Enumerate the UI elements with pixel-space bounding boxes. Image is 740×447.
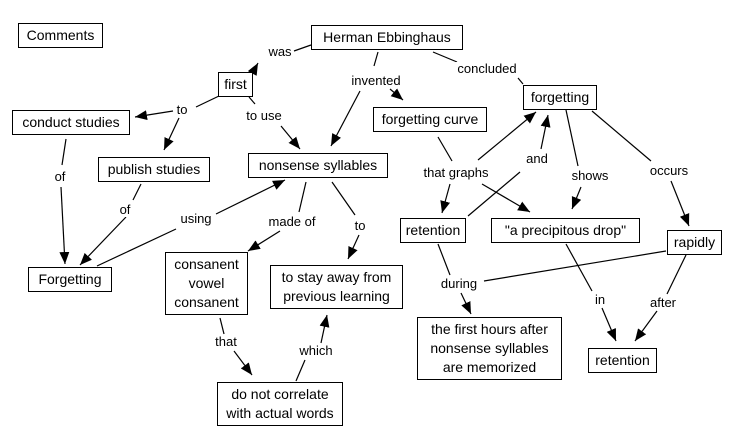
- arrow-occurs-rapidly: [671, 181, 689, 226]
- arrow-using-nonsense: [216, 180, 285, 214]
- arrow-of-forgetting-1: [61, 187, 65, 264]
- link-to-use[interactable]: to use: [246, 108, 282, 123]
- arrow-that-dnc: [234, 351, 252, 375]
- link-to-first[interactable]: to: [176, 102, 188, 117]
- node-conduct-studies[interactable]: conduct studies: [12, 110, 130, 135]
- link-after[interactable]: after: [649, 295, 677, 310]
- line-was-herman: [294, 45, 311, 51]
- node-forgetting-capital[interactable]: Forgetting: [28, 267, 112, 292]
- link-of-conduct[interactable]: of: [54, 169, 66, 184]
- link-shows[interactable]: shows: [571, 168, 609, 183]
- arrow-madeof-consanent: [248, 231, 280, 251]
- arrow-and-forgetting: [541, 115, 548, 149]
- line-nonsense-madeof: [299, 182, 306, 212]
- node-herman-ebbinghaus[interactable]: Herman Ebbinghaus: [311, 25, 463, 50]
- link-of-publish[interactable]: of: [119, 202, 131, 217]
- line-nonsense-to: [332, 182, 355, 215]
- line-dnc-which: [296, 360, 305, 381]
- link-that[interactable]: that: [215, 334, 237, 349]
- link-invented[interactable]: invented: [351, 73, 401, 88]
- line-first-touse: [249, 97, 255, 104]
- line-herman-concluded: [433, 52, 457, 62]
- line-publish-of: [133, 184, 141, 200]
- line-herman-invented: [374, 52, 378, 66]
- line-precipitous-in: [566, 244, 592, 291]
- node-rapidly[interactable]: rapidly: [667, 230, 722, 255]
- node-to-stay-away[interactable]: to stay away from previous learning: [270, 265, 403, 309]
- node-first[interactable]: first: [218, 72, 253, 97]
- node-do-not-correlate[interactable]: do not correlate with actual words: [217, 382, 343, 426]
- node-retention-mid[interactable]: retention: [400, 218, 466, 243]
- line-first-to: [196, 96, 219, 107]
- arrow-thatgraphs-retention: [442, 184, 450, 213]
- node-consanent-vowel-consanent[interactable]: consanent vowel consanent: [165, 252, 248, 315]
- line-rapidly-after: [667, 255, 686, 294]
- link-made-of[interactable]: made of: [268, 214, 316, 229]
- arrow-to-publish: [164, 118, 179, 150]
- node-precipitous-drop[interactable]: "a precipitous drop": [491, 218, 640, 243]
- arrow-which-tostay: [321, 315, 327, 343]
- arrow-invented-fcurve: [390, 89, 403, 100]
- link-and[interactable]: and: [526, 151, 548, 166]
- node-publish-studies[interactable]: publish studies: [98, 157, 210, 182]
- link-concluded[interactable]: concluded: [457, 61, 517, 76]
- link-that-graphs[interactable]: that graphs: [423, 165, 489, 180]
- line-fcurve-thatgraphs: [438, 137, 452, 161]
- link-in[interactable]: in: [594, 292, 606, 307]
- link-to-nonsense[interactable]: to: [354, 218, 366, 233]
- line-rapidly-during: [484, 251, 666, 281]
- line-retention-during: [438, 244, 450, 275]
- line-concluded-forgetting: [518, 78, 523, 84]
- node-comments[interactable]: Comments: [18, 23, 103, 48]
- link-using[interactable]: using: [180, 211, 212, 226]
- arrow-to-tostay: [348, 235, 359, 259]
- node-forgetting[interactable]: forgetting: [523, 85, 597, 110]
- link-was[interactable]: was: [268, 44, 292, 59]
- node-retention-bottom[interactable]: retention: [588, 348, 657, 373]
- arrow-after-retention: [635, 311, 657, 341]
- arrow-in-retention: [602, 308, 616, 341]
- arrow-shows-precipitous: [572, 187, 581, 209]
- arrow-of-forgetting-2: [80, 217, 126, 265]
- link-which[interactable]: which: [299, 343, 333, 358]
- node-forgetting-curve[interactable]: forgetting curve: [373, 107, 487, 132]
- line-forgetting-shows: [566, 110, 578, 166]
- arrow-touse-nonsense: [281, 126, 300, 149]
- link-occurs[interactable]: occurs: [649, 163, 689, 178]
- line-conduct-of: [62, 139, 66, 165]
- link-during[interactable]: during: [440, 276, 478, 291]
- line-consanent-that: [220, 318, 224, 334]
- arrow-during-firsthours: [461, 293, 471, 314]
- arrow-to-conduct: [135, 111, 173, 117]
- arrow-invented-nonsense: [331, 91, 360, 146]
- node-nonsense-syllables[interactable]: nonsense syllables: [248, 153, 388, 178]
- node-first-hours[interactable]: the first hours after nonsense syllables are memorized: [417, 317, 562, 380]
- line-forgetting-occurs: [592, 111, 651, 161]
